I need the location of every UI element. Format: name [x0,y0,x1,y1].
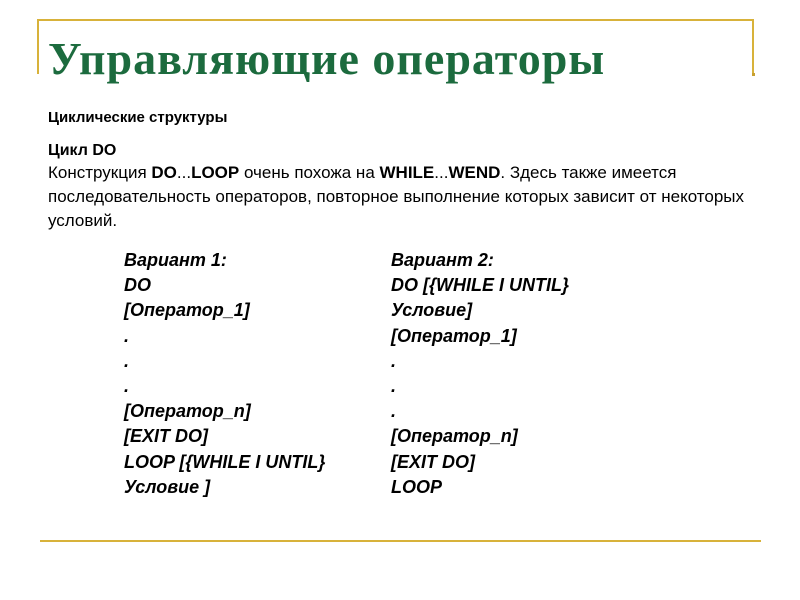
frame-top-line [37,19,754,21]
variant-2-line: . [391,350,397,371]
variant-2-column [391,248,658,500]
variant-1-line: [Оператор_n] [124,401,251,422]
subheading: Циклические структуры [48,109,228,126]
frame-bottom-line [40,540,761,542]
description-paragraph [48,161,758,233]
variant-2-line: . [391,401,397,422]
slide-content [48,108,758,233]
para-text-3: очень похожа на [239,163,380,182]
variant-1-column [124,248,391,500]
variant-1-line: [EXIT DO] [124,426,208,447]
variant-2-line: [Оператор_1] [391,325,517,346]
para-text-1: Конструкция [48,163,152,182]
variant-2-line: [Оператор_n] [391,426,518,447]
slide-title: Управляющие операторы [48,33,606,84]
keyword-wend: WEND [448,163,501,182]
variant-2-line: Вариант 2: [391,250,494,270]
variant-1-line: . [124,350,130,371]
variant-1-line: DO [124,275,151,296]
variant-2-line: LOOP [391,476,443,497]
variant-2-line: . [391,376,397,397]
frame-right-line [752,19,754,74]
para-text-4: ... [434,163,449,182]
variant-1-line: Условие ] [124,476,211,497]
para-text-5: . Здесь также имеется последовательность операторов, повторное выполнение которых зависит от некоторых условий. [48,163,745,230]
cycle-title: Цикл DO [48,142,117,159]
para-text-2: ... [176,163,192,182]
variant-1-line: [Оператор_1] [124,300,250,321]
variant-1-line: . [124,325,130,346]
keyword-do: DO [151,163,177,182]
variant-2-line: DO [{WHILE I UNTIL} [391,275,569,296]
variant-1-line: LOOP [{WHILE I UNTIL} [124,451,326,472]
keyword-loop: LOOP [191,163,240,182]
variant-2-line: Условие] [391,300,473,321]
frame-left-line [37,19,39,74]
variant-1-line: . [124,376,130,397]
frame-dot [752,73,755,76]
keyword-while: WHILE [379,163,435,182]
variants [124,248,724,500]
variant-2-line: [EXIT DO] [391,451,475,472]
variant-1-line: Вариант 1: [124,250,227,270]
